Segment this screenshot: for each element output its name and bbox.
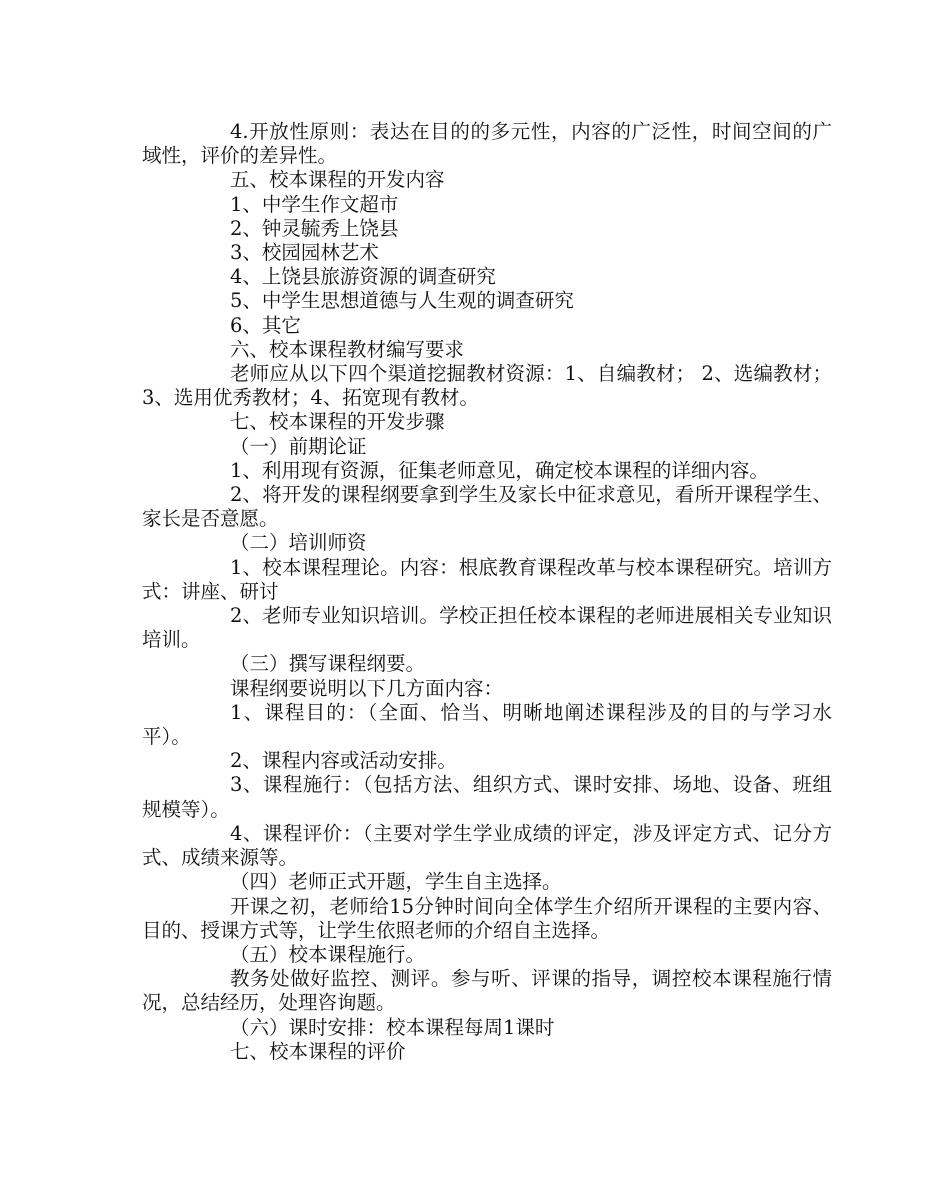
list-item: 3、课程施行：（包括方法、组织方式、课时安排、场地、设备、班组规模等）。 — [142, 773, 832, 821]
section-heading: 六、校本课程教材编写要求 — [230, 337, 465, 361]
subsection-heading: （一）前期论证 — [230, 434, 367, 458]
list-item: 2、课程内容或活动安排。 — [230, 749, 457, 773]
section-heading: 七、校本课程的开发步骤 — [230, 410, 445, 434]
list-item: 4、上饶县旅游资源的调查研究 — [230, 265, 496, 289]
paragraph: 开课之初，老师给15分钟时间向全体学生介绍所开课程的主要内容、目的、授课方式等，让学生依照老师的介绍自主选择。 — [142, 894, 832, 942]
list-item: 1、中学生作文超市 — [230, 192, 399, 216]
paragraph: 4.开放性原则：表达在目的的多元性，内容的广泛性，时间空间的广域性，评价的差异性。 — [142, 120, 832, 168]
list-item: 1、利用现有资源，征集老师意见，确定校本课程的详细内容。 — [230, 458, 769, 482]
list-item: 2、将开发的课程纲要拿到学生及家长中征求意见，看所开课程学生、家长是否意愿。 — [142, 483, 832, 531]
subsection-heading: （二）培训师资 — [230, 531, 367, 555]
list-item: 2、钟灵毓秀上饶县 — [230, 216, 399, 240]
section-heading: 七、校本课程的评价 — [230, 1039, 406, 1063]
subsection-heading: （四）老师正式开题，学生自主选择。 — [230, 870, 562, 894]
section-heading: 五、校本课程的开发内容 — [230, 168, 445, 192]
paragraph: 老师应从以下四个渠道挖掘教材资源：1、自编教材； 2、选编教材；3、选用优秀教材；4、拓宽现有教材。 — [142, 362, 832, 410]
list-item: 5、中学生思想道德与人生观的调查研究 — [230, 289, 574, 313]
list-item: 2、老师专业知识培训。学校正担任校本课程的老师进展相关专业知识培训。 — [142, 604, 832, 652]
list-item: 4、课程评价：（主要对学生学业成绩的评定，涉及评定方式、记分方式、成绩来源等。 — [142, 821, 832, 870]
document-body — [142, 120, 832, 1064]
list-item: 1、课程目的：（全面、恰当、明晰地阐述课程涉及的目的与学习水平）。 — [142, 700, 832, 749]
paragraph: 课程纲要说明以下几方面内容： — [230, 676, 504, 700]
subsection-heading: （五）校本课程施行。 — [230, 942, 426, 966]
list-item: 1、校本课程理论。内容：根底教育课程改革与校本课程研究。培训方式：讲座、研讨 — [142, 555, 832, 603]
subsection-heading: （三）撰写课程纲要。 — [230, 652, 426, 676]
list-item: 6、其它 — [230, 313, 301, 337]
paragraph: 教务处做好监控、测评。参与听、评课的指导，调控校本课程施行情况，总结经历，处理咨询题。 — [142, 967, 832, 1015]
list-item: 3、校园园林艺术 — [230, 241, 379, 265]
subsection-heading: （六）课时安排：校本课程每周1课时 — [230, 1015, 555, 1039]
